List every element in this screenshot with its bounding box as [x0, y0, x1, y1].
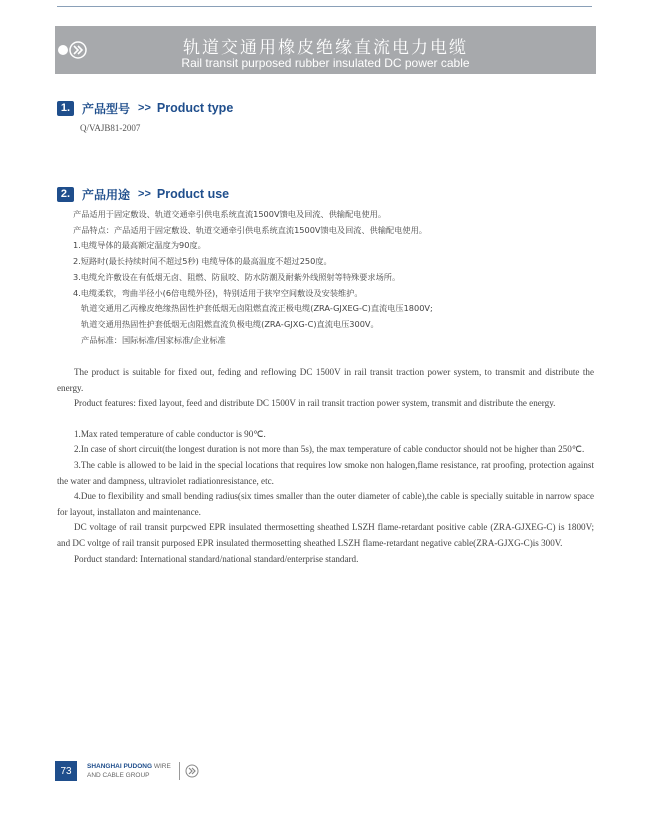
page-title-en: Rail transit purposed rubber insulated DC power cable: [181, 56, 470, 70]
company-name-rest: WIRE: [152, 763, 171, 770]
section-separator: >>: [138, 188, 151, 200]
company-name-bold: SHANGHAI PUDONG: [87, 763, 153, 770]
en-paragraph: 3.The cable is allowed to be laid in the special locations that requires low smoke non halogen,flame resistance, rat proofing, protection against the water and dampness, ultraviolet radiationresistance, etc.: [57, 459, 594, 486]
zh-line: 轨道交通用乙丙橡皮绝缘热固性护套低烟无卤阻燃直流正极电缆(ZRA-GJXEG-C)直流电压1800V;: [81, 303, 433, 314]
zh-line: 产品标准：国际标准/国家标准/企业标准: [81, 334, 226, 345]
double-arrow-icon: [185, 764, 199, 778]
section-title-zh: 产品型号: [82, 101, 131, 116]
section-separator: >>: [138, 102, 151, 114]
section-number: 2.: [57, 187, 74, 202]
zh-line: 3.电缆允许敷设在有低烟无卤、阻燃、防鼠咬、防水防潮及耐紫外线照射等特殊要求场所。: [73, 271, 401, 282]
section-heading-product-type: [57, 99, 233, 117]
en-paragraph: 4.Due to flexibility and small bending radius(six times smaller than the outer diameter of cable),the cable is specially suitable in narrow space for layout, installaton and maintenance.: [57, 491, 594, 517]
en-paragraph: 2.In case of short circuit(the longest duration is not more than 5s), the max temperature of cable conductor should not be higher than 250℃.: [74, 444, 585, 455]
top-rule: [57, 6, 592, 7]
page-footer: [55, 760, 199, 782]
section-title-en: Product use: [156, 187, 230, 201]
title-banner: [55, 26, 596, 74]
company-name-line2: AND CABLE GROUP: [87, 772, 150, 779]
product-use-chinese-text: [73, 207, 593, 348]
zh-line: 产品特点：产品适用于固定敷设、轨道交通牵引供电系统直流1500V馈电及回流、供输配电使用。: [73, 224, 427, 235]
en-paragraph: DC voltage of rail transit purpcwed EPR insulated thermosetting sheathed LSZH flame-retardant positive cable (ZRA-GJXEG-C) is 1800V; and DC voltge of rail transit purposed EPR insulated thermosetting sheathed LSZH flame-retardant negative cable(ZRA-GJXG-C)is 300V.: [57, 522, 594, 548]
footer-divider: [179, 762, 180, 780]
zh-line: 轨道交通用热固性护套低烟无卤阻燃直流负极电缆(ZRA-GJXG-C)直流电压300V。: [81, 318, 379, 329]
section-title-en: Product type: [156, 101, 234, 115]
section-title-zh: 产品用途: [82, 187, 131, 202]
page-number: 73: [55, 761, 77, 781]
zh-line: 2.短路时(最长持续时间不超过5秒) 电缆导体的最高温度不超过250度。: [73, 256, 332, 267]
page-title-zh: 轨道交通用橡皮绝缘直流电力电缆: [183, 38, 468, 58]
section-number: 1.: [57, 101, 74, 116]
product-use-english-text: [57, 365, 594, 567]
section-heading-product-use: [57, 185, 229, 203]
zh-line: 4.电缆柔软，弯曲半径小(6倍电缆外径)，特别适用于狭窄空间敷设及安装维护。: [73, 287, 363, 298]
en-paragraph: The product is suitable for fixed out, feding and reflowing DC 1500V in rail transit traction power system, to transmit and distribute the energy.: [57, 367, 594, 393]
en-paragraph: 1.Max rated temperature of cable conductor is 90℃.: [74, 428, 266, 439]
en-paragraph: Porduct standard: International standard/national standard/enterprise standard.: [74, 553, 359, 564]
en-paragraph: Product features: fixed layout, feed and distribute DC 1500V in rail transit traction power system, transmit and distribute the energy.: [74, 398, 556, 409]
company-name: [87, 762, 171, 780]
zh-line: 1.电缆导体的最高额定温度为90度。: [73, 240, 206, 251]
zh-line: 产品适用于固定敷设、轨道交通牵引供电系统直流1500V馈电及回流、供输配电使用。: [73, 209, 387, 219]
product-type-standard: Q/VAJB81-2007: [80, 123, 141, 133]
